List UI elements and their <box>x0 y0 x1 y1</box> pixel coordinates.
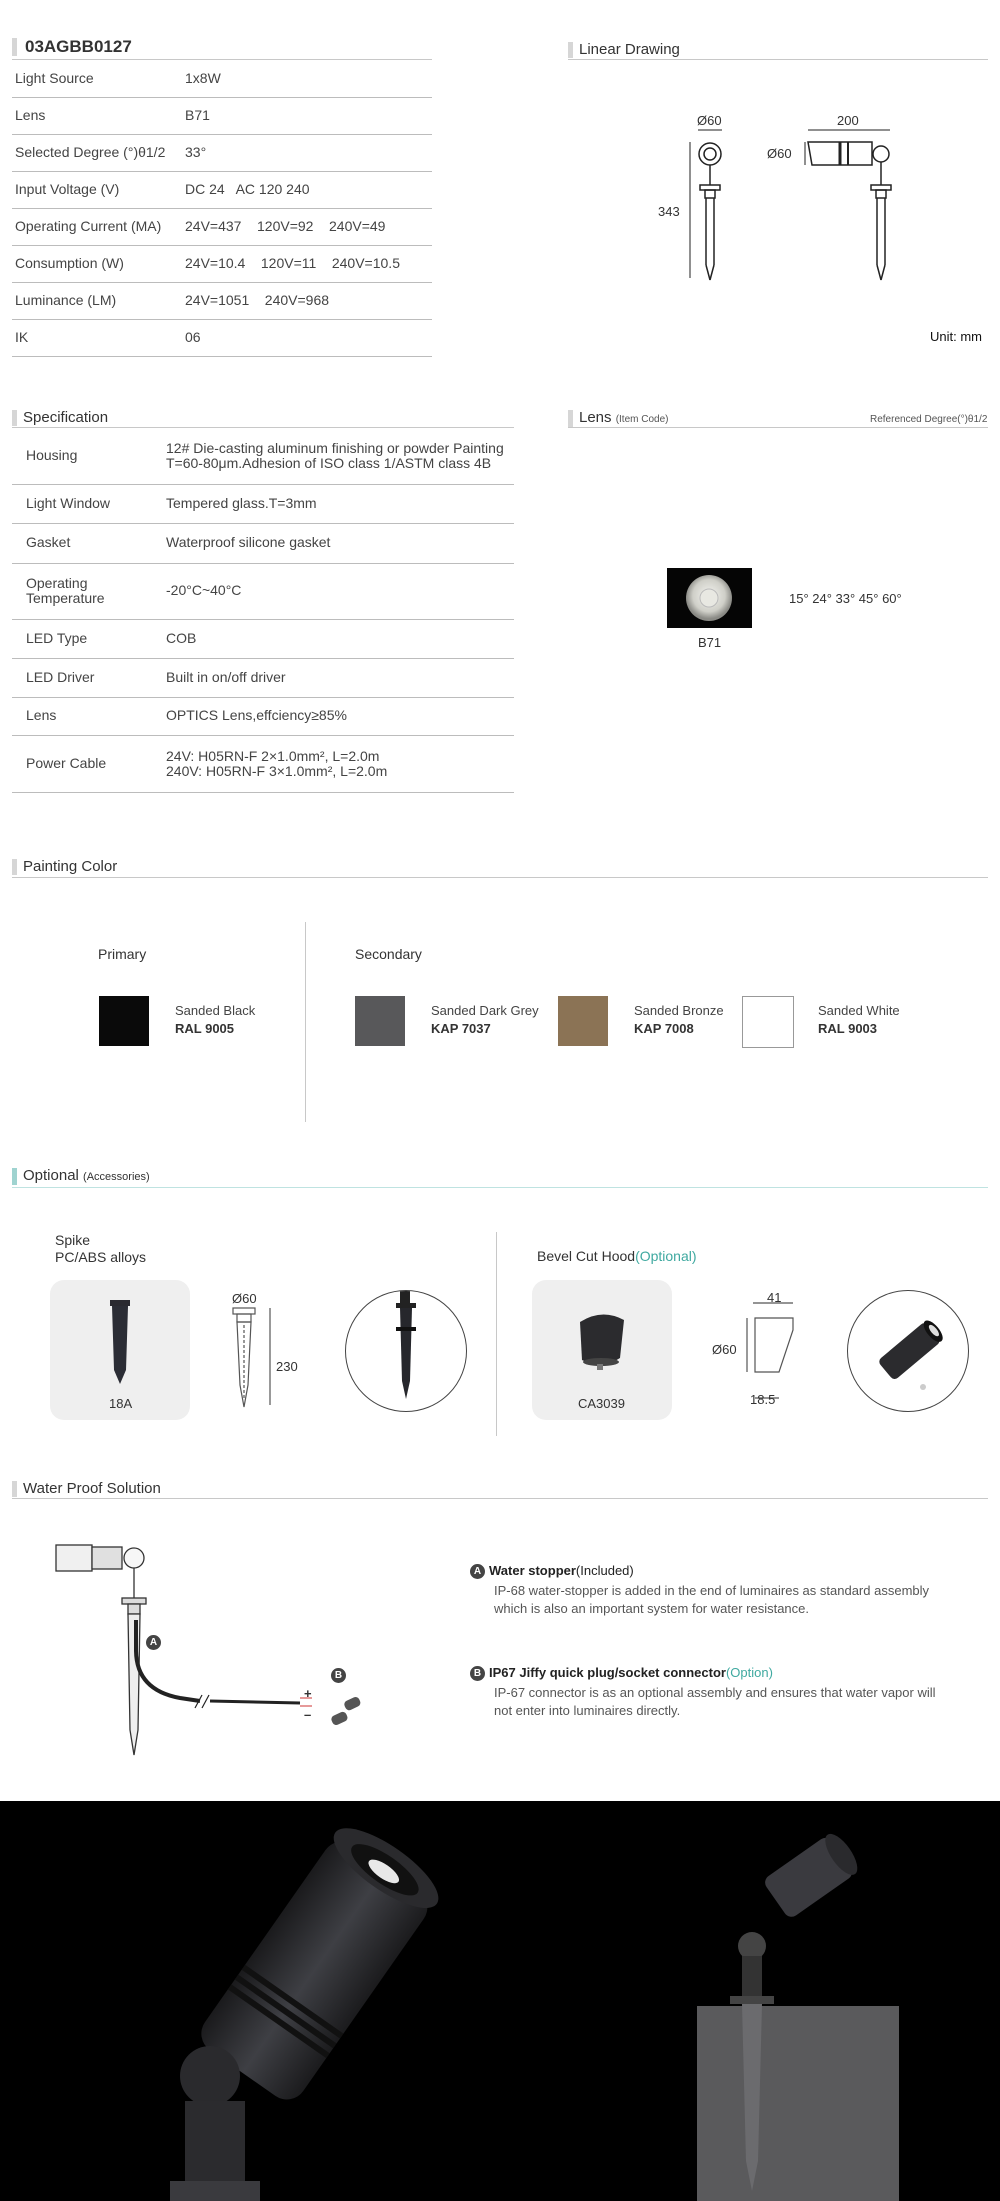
color-code: RAL 9003 <box>818 1021 878 1036</box>
front-view-drawing <box>690 130 722 280</box>
hood-dim-diameter: Ø60 <box>712 1342 737 1357</box>
connector-heading: B IP67 Jiffy quick plug/socket connector(Option) <box>470 1665 950 1681</box>
hood-title <box>537 1248 697 1264</box>
color-section-separator <box>305 922 306 1122</box>
property-key: Input Voltage (V) <box>15 181 120 197</box>
optional-title-text: Optional <box>23 1167 79 1184</box>
specification-title: Specification <box>12 410 108 426</box>
color-name: Sanded Dark Grey <box>431 1003 539 1018</box>
color-swatch <box>742 996 794 1048</box>
dim-height: 343 <box>658 204 680 219</box>
connector-icon <box>327 1696 365 1727</box>
primary-label: Primary <box>98 946 147 962</box>
painting-color-divider <box>12 877 988 878</box>
optional-divider <box>12 1187 988 1188</box>
waterproof-diagram <box>50 1540 380 1760</box>
color-swatch <box>355 996 405 1046</box>
secondary-label: Secondary <box>355 946 422 962</box>
water-stopper-text: IP-68 water-stopper is added in the end of luminaires as standard assembly which is also an important system for water resistance. <box>494 1583 930 1616</box>
lens-degrees: 15° 24° 33° 45° 60° <box>789 591 902 606</box>
spike-code: 18A <box>109 1396 133 1411</box>
color-code: KAP 7008 <box>634 1021 694 1036</box>
specification-value: -20°C~40°C <box>166 582 242 598</box>
specification-value: 24V: H05RN-F 2×1.0mm², L=2.0m 240V: H05RN-F 3×1.0mm², L=2.0m <box>166 747 388 779</box>
lens-title <box>568 410 669 428</box>
diagram-badge-b: B <box>331 1666 350 1684</box>
property-key: Luminance (LM) <box>15 292 117 308</box>
property-key: Light Source <box>15 70 94 86</box>
color-code: KAP 7037 <box>431 1021 491 1036</box>
accessory-separator <box>496 1232 497 1436</box>
specification-value: Tempered glass.T=3mm <box>166 494 317 511</box>
spike-dim-height: 230 <box>276 1359 298 1374</box>
property-value: 1x8W <box>185 70 221 86</box>
lens-title-text: Lens <box>579 409 612 426</box>
hood-installed-image <box>847 1290 969 1412</box>
specification-key: LED Driver <box>26 668 95 685</box>
specification-row <box>12 619 514 659</box>
specification-key: Lens <box>26 707 57 723</box>
waterproof-title: Water Proof Solution <box>12 1481 161 1497</box>
optional-subtitle: (Accessories) <box>83 1171 150 1183</box>
specification-key: Light Window <box>26 494 111 511</box>
spike-drawing <box>225 1305 305 1410</box>
property-value: 24V=1051 240V=968 <box>185 292 330 308</box>
color-label <box>634 1002 724 1038</box>
water-stopper-block <box>470 1563 950 1618</box>
property-key: Operating Current (MA) <box>15 218 162 234</box>
specification-row <box>12 735 514 793</box>
color-label <box>431 1002 539 1038</box>
property-key: Selected Degree (°)θ1/2 <box>15 144 166 160</box>
property-key: IK <box>15 329 29 345</box>
hood-dim-top: 41 <box>767 1290 782 1305</box>
property-value: 06 <box>185 329 201 345</box>
connector-block <box>470 1665 950 1720</box>
specification-value: Built in on/off driver <box>166 668 286 685</box>
specification-row <box>12 428 514 485</box>
connector-text: IP-67 connector is as an optional assembly and ensures that water vapor will not enter into luminaires directly. <box>494 1685 936 1718</box>
specification-row <box>12 484 514 524</box>
specification-key: LED Type <box>26 629 88 646</box>
dim-side-diameter: Ø60 <box>767 146 792 161</box>
property-key: Consumption (W) <box>15 255 124 271</box>
property-row <box>12 60 432 98</box>
linear-drawing <box>640 105 940 285</box>
lens-image <box>667 568 752 628</box>
lens-divider <box>568 427 988 428</box>
dim-front-diameter: Ø60 <box>697 113 722 128</box>
color-name: Sanded Black <box>175 1003 256 1018</box>
linear-drawing-divider <box>568 59 988 60</box>
color-label <box>818 1002 900 1038</box>
lens-code: B71 <box>698 635 722 650</box>
property-row <box>12 171 432 209</box>
plus-label: + <box>304 1686 312 1701</box>
property-row <box>12 97 432 135</box>
specification-key: Power Cable <box>26 754 107 771</box>
lens-subtitle: (Item Code) <box>615 414 669 425</box>
specification-key: Operating Temperature <box>26 575 105 606</box>
color-name: Sanded White <box>818 1003 900 1018</box>
color-name: Sanded Bronze <box>634 1003 724 1018</box>
specification-value: Waterproof silicone gasket <box>166 534 331 550</box>
specification-row <box>12 563 514 620</box>
property-value: 33° <box>185 144 207 160</box>
specification-row <box>12 658 514 698</box>
property-value: DC 24 AC 120 240 <box>185 181 310 197</box>
property-row <box>12 245 432 283</box>
hood-title-text: Bevel Cut Hood <box>537 1248 636 1264</box>
linear-drawing-title: Linear Drawing <box>568 42 680 58</box>
product-photo-banner <box>0 1801 1000 2201</box>
painting-color-title: Painting Color <box>12 859 117 875</box>
color-swatch <box>99 996 149 1046</box>
property-value: 24V=437 120V=92 240V=49 <box>185 218 386 234</box>
hood-code: CA3039 <box>578 1396 625 1411</box>
property-key: Lens <box>15 107 46 123</box>
property-value: B71 <box>185 107 210 123</box>
water-stopper-heading: A Water stopper(Included) <box>470 1563 950 1579</box>
specification-value: COB <box>166 629 197 646</box>
waterproof-divider <box>12 1498 988 1499</box>
property-value: 24V=10.4 120V=11 240V=10.5 <box>185 255 400 271</box>
product-photo <box>0 1801 1000 2201</box>
spike-title: Spike <box>55 1232 91 1248</box>
dim-length: 200 <box>837 113 859 128</box>
specification-key: Housing <box>26 447 78 463</box>
unit-label: Unit: mm <box>930 329 982 344</box>
specification-value: OPTICS Lens,effciency≥85% <box>166 707 347 723</box>
spike-installed-image <box>345 1290 467 1412</box>
specification-row <box>12 523 514 564</box>
specification-row <box>12 697 514 736</box>
hood-optional-note: (Optional) <box>635 1248 697 1264</box>
lens-referenced-degree-label: Referenced Degree(°)θ1/2 <box>870 414 988 425</box>
property-row <box>12 319 432 357</box>
specification-key: Gasket <box>26 534 71 550</box>
optional-title <box>12 1168 150 1185</box>
color-code: RAL 9005 <box>175 1021 235 1036</box>
product-code: 03AGBB0127 <box>12 38 132 56</box>
hood-dim-bottom: 18.5 <box>750 1392 776 1407</box>
property-row <box>12 208 432 246</box>
hood-drawing <box>745 1300 805 1405</box>
property-row <box>12 134 432 172</box>
specification-value: 12# Die-casting aluminum finishing or powder Painting T=60-80μm.Adhesion of ISO class 1/ASTM class 4B <box>166 440 504 471</box>
spike-dim-diameter: Ø60 <box>232 1291 257 1306</box>
diagram-badge-a: A <box>146 1633 165 1651</box>
side-view-drawing <box>805 130 891 280</box>
minus-label: – <box>304 1707 312 1722</box>
color-label <box>175 1002 255 1038</box>
color-swatch <box>558 996 608 1046</box>
spike-material: PC/ABS alloys <box>55 1249 147 1265</box>
property-row <box>12 282 432 320</box>
